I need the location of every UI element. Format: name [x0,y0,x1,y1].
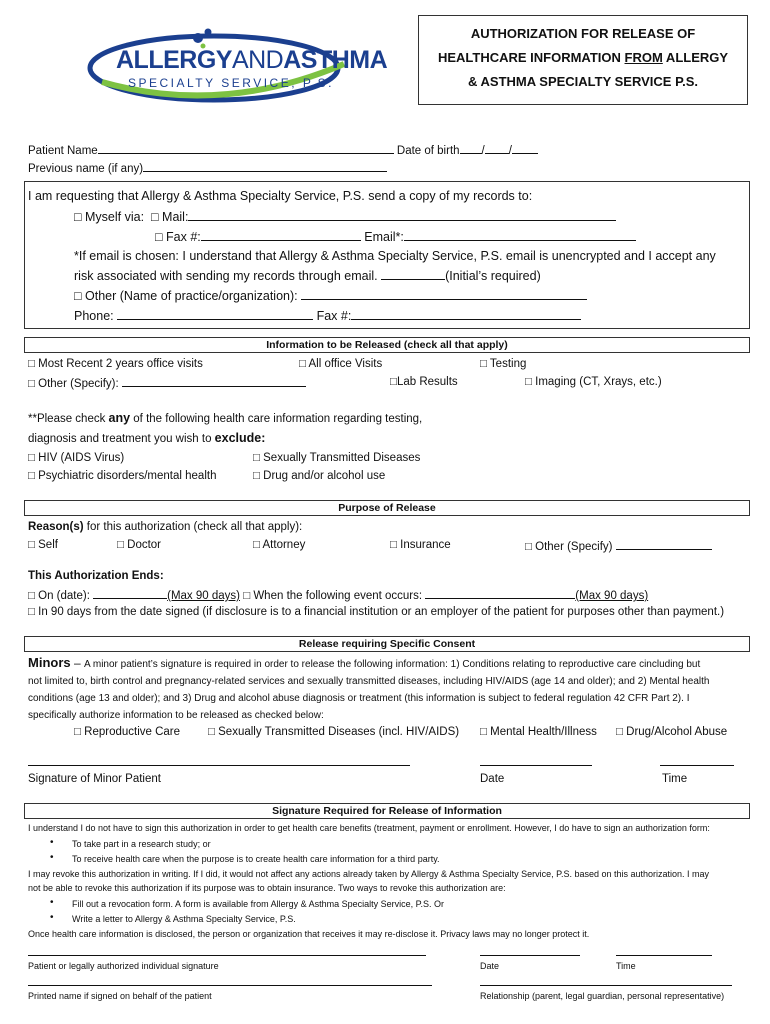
info-section-header: Information to be Released (check all that apply) [24,337,750,353]
signature-bullet-3: Fill out a revocation form. A form is available from Allergy & Asthma Specialty Service, P.S. Or [72,899,444,909]
consent-repro[interactable]: □ Reproductive Care [74,726,181,738]
opt-imaging[interactable]: □ Imaging (CT, Xrays, etc.) [525,376,662,388]
consent-text-4: specifically authorize information to be released as checked below: [28,710,324,721]
consent-std[interactable]: □ Sexually Transmitted Diseases (incl. HIV/AIDS) [208,726,460,738]
reason-other[interactable]: □ Other (Specify) [525,541,613,553]
on-date-field[interactable] [93,587,167,599]
relationship-line[interactable] [480,985,732,986]
logo-allergy: ALLERGY [116,46,232,74]
fax-checkbox[interactable]: □ Fax #: [155,230,201,244]
fax-field[interactable] [201,227,361,241]
initials-field[interactable] [381,266,445,280]
previous-name-label: Previous name (if any) [28,163,144,175]
bullet-3: • [50,897,54,908]
exclude-line-1: **Please check any of the following health care information regarding testing, [28,411,423,425]
logo-asthma: ASTHMA [283,46,388,74]
title-line-3: & ASTHMA SPECIALTY SERVICE P.S. [468,74,698,89]
email-label: Email*: [364,230,404,244]
mail-field[interactable] [188,207,616,221]
signature-header: Signature Required for Release of Information [24,803,750,819]
patient-date-line[interactable] [480,955,580,956]
previous-name-field[interactable] [143,160,387,172]
minor-signature-line[interactable] [28,765,410,766]
event-option[interactable]: □ When the following event occurs: [243,590,423,602]
other-practice-row [74,286,587,305]
bullet-4: • [50,912,54,923]
exclude-line-2: diagnosis and treatment you wish to exclude: [28,431,266,445]
patient-date-label: Date [480,961,500,971]
dob-month-field[interactable] [460,142,482,154]
printed-name-label: Printed name if signed on behalf of the patient [28,991,212,1001]
on-date-option[interactable]: □ On (date): [28,590,90,602]
auth-ends-label: This Authorization Ends: [28,570,164,582]
opt-testing[interactable]: □ Testing [480,358,527,370]
consent-header: Release requiring Specific Consent [24,636,750,652]
phone-label: Phone: [74,309,114,323]
opt-other-field[interactable] [122,375,306,387]
signature-para-1: I understand I do not have to sign this authorization in order to get health care benefits (treatment, payment or enrollment. However, I do have to sign an authorization form: [28,823,710,833]
myself-row [74,207,616,226]
reason-self[interactable]: □ Self [28,539,58,551]
purpose-header: Purpose of Release [24,500,750,516]
other-practice-checkbox[interactable]: □ Other (Name of practice/organization): [74,289,298,303]
opt-all-visits[interactable]: □ All office Visits [299,358,383,370]
consent-text-3: conditions (age 13 and older); and 3) Drug and alcohol abuse diagnosis or treatment (this information is subject to federal regulation 42 CFR Part 2). I [28,693,690,704]
signature-para-2a: I may revoke this authorization in writing. If I did, it would not affect any actions already taken by Allergy & Asthma Specialty Service, P.S. based on this authorization. I may [28,869,710,879]
opt-lab-results[interactable]: □Lab Results [390,376,458,388]
signature-para-2b: not be able to revoke this authorization if its purpose was to obtain insurance. Two ways to revoke this authorization are: [28,883,506,893]
consent-drug[interactable]: □ Drug/Alcohol Abuse [616,726,728,738]
patient-signature-label: Patient or legally authorized individual signature [28,961,219,971]
consent-mental[interactable]: □ Mental Health/Illness [480,726,597,738]
patient-time-line[interactable] [616,955,712,956]
reason-insurance[interactable]: □ Insurance [390,539,451,551]
opt-other[interactable]: □ Other (Specify): [28,378,119,390]
mail-checkbox[interactable]: □ Mail: [151,210,189,224]
signature-bullet-4: Write a letter to Allergy & Asthma Specialty Service, P.S. [72,914,296,924]
other-practice-field[interactable] [301,286,587,300]
reason-other-row [525,538,712,555]
email-note-1: *If email is chosen: I understand that Allergy & Asthma Specialty Service, P.S. email is unencrypted and I accept any [74,249,716,263]
dob-label: Date of birth [396,145,460,157]
exclude-drug[interactable]: □ Drug and/or alcohol use [253,470,386,482]
logo [82,24,388,104]
in-90-days-option[interactable]: □ In 90 days from the date signed (if disclosure is to a financial institution or an employer of the patient for purposes other than payment.) [28,606,725,618]
reason-other-field[interactable] [616,538,712,550]
email-field[interactable] [404,227,636,241]
logo-subtitle: SPECIALTY SERVICE, P.S. [128,76,335,90]
auth-ends-row: □ On (date): (Max 90 days) □ When the following event occurs: (Max 90 days) [28,587,648,604]
signature-bullet-1: To take part in a research study; or [72,839,211,849]
consent-text-2: not limited to, birth control and pregnancy-related services and sexually transmitted diseases, including HIV/AIDS (age 14 and older); and 2) Mental health [28,676,710,687]
consent-text-1: Minors – A minor patient’s signature is required in order to release the following information: 1) Conditions relating to reproductive care cincluding but [28,655,701,670]
printed-name-line[interactable] [28,985,432,986]
previous-name-row [28,160,387,177]
minor-time-label: Time [662,773,688,785]
exclude-psych[interactable]: □ Psychiatric disorders/mental health [28,470,217,482]
opt-recent-visits[interactable]: □ Most Recent 2 years office visits [28,358,203,370]
patient-signature-line[interactable] [28,955,426,956]
title-box [418,15,748,105]
fax2-field[interactable] [351,306,581,320]
patient-name-row: Patient Name Date of birth / / [28,142,538,159]
minor-date-line[interactable] [480,765,592,766]
request-intro: I am requesting that Allergy & Asthma Specialty Service, P.S. send a copy of my records to: [28,189,533,203]
signature-bullet-2: To receive health care when the purpose is to create health care information for a third party. [72,854,440,864]
exclude-hiv[interactable]: □ HIV (AIDS Virus) [28,452,125,464]
logo-and: AND [231,46,284,74]
title-line-1: AUTHORIZATION FOR RELEASE OF [470,26,696,41]
title-line-2: HEALTHCARE INFORMATION FROM ALLERGY [437,50,729,65]
patient-name-field[interactable] [98,142,394,154]
opt-other-row [28,375,306,392]
reason-line: Reason(s) for this authorization (check all that apply): [28,521,303,533]
email-note-2: risk associated with sending my records through email. (Initial’s required) [74,266,541,285]
myself-checkbox[interactable]: □ Myself via: [74,210,145,224]
phone-row [74,306,581,325]
dob-year-field[interactable] [512,142,538,154]
dob-day-field[interactable] [485,142,509,154]
fax-email-row [155,227,636,246]
bullet-1: • [50,837,54,848]
minor-time-line[interactable] [660,765,734,766]
reason-doctor[interactable]: □ Doctor [117,539,162,551]
signature-para-3: Once health care information is disclosed, the person or organization that receives it may re-disclose it. Privacy laws may no longer protect it. [28,929,590,939]
bullet-2: • [50,852,54,863]
minor-date-label: Date [480,773,505,785]
patient-name-label: Patient Name [28,145,98,157]
relationship-label: Relationship (parent, legal guardian, personal representative) [480,991,725,1001]
patient-time-label: Time [616,961,636,971]
reason-attorney[interactable]: □ Attorney [253,539,306,551]
exclude-std[interactable]: □ Sexually Transmitted Diseases [253,452,421,464]
phone-field[interactable] [117,306,313,320]
event-field[interactable] [425,587,575,599]
minor-signature-label: Signature of Minor Patient [28,773,161,785]
fax2-label: Fax #: [316,309,352,323]
